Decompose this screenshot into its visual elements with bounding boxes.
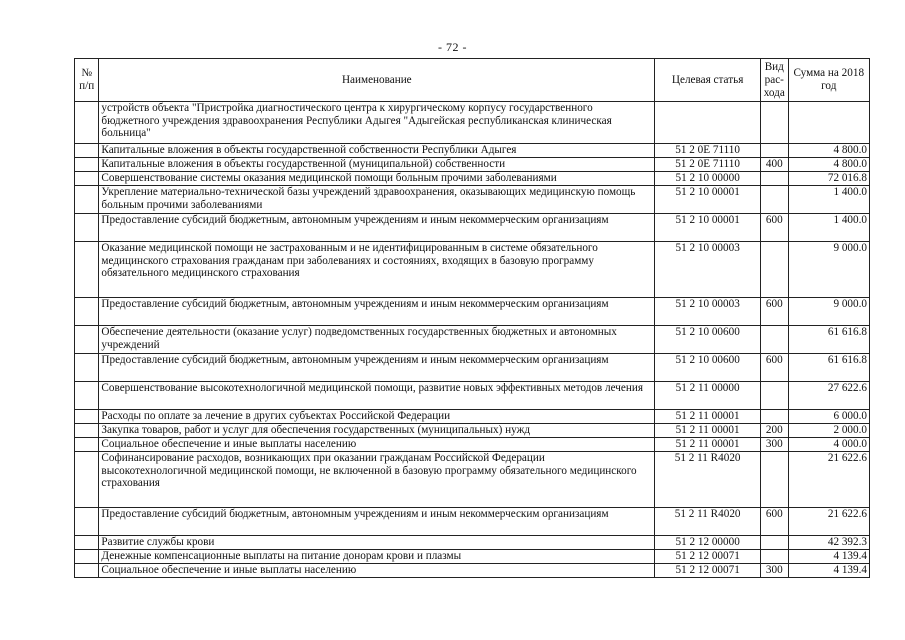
row-number [75, 158, 99, 172]
table-row [75, 242, 870, 298]
row-code: 51 2 10 00003 [655, 298, 761, 326]
table-row [75, 102, 870, 144]
row-sum: 9 000.0 [788, 242, 869, 298]
row-name: Капитальные вложения в объекты государственной (муниципальной) собственности [99, 158, 655, 172]
row-code: 51 2 11 R4020 [655, 452, 761, 508]
row-type: 600 [761, 298, 788, 326]
row-type: 600 [761, 214, 788, 242]
table-header-row [75, 59, 870, 102]
row-name: Социальное обеспечение и иные выплаты населению [99, 438, 655, 452]
row-sum: 61 616.8 [788, 354, 869, 382]
row-type [761, 144, 788, 158]
row-type [761, 186, 788, 214]
row-code: 51 2 10 00600 [655, 326, 761, 354]
row-code: 51 2 12 00000 [655, 536, 761, 550]
row-number [75, 186, 99, 214]
row-sum: 72 016.8 [788, 172, 869, 186]
row-name: Обеспечение деятельности (оказание услуг) подведомственных государственных бюджетных и автономных учреждений [99, 326, 655, 354]
row-sum: 6 000.0 [788, 410, 869, 424]
row-sum: 61 616.8 [788, 326, 869, 354]
row-number [75, 102, 99, 144]
row-sum: 1 400.0 [788, 214, 869, 242]
row-code: 51 2 0Е 71110 [655, 144, 761, 158]
row-code: 51 2 10 00000 [655, 172, 761, 186]
row-sum: 4 800.0 [788, 144, 869, 158]
header-name: Наименование [99, 59, 655, 102]
row-name: Софинансирование расходов, возникающих при оказании гражданам Российской Федерации высокотехнологичной медицинской помощи, не включенной в базовую программу обязательного медицинского страхования [99, 452, 655, 508]
row-name: Предоставление субсидий бюджетным, автономным учреждениям и иным некоммерческим организациям [99, 508, 655, 536]
row-number [75, 242, 99, 298]
table-row [75, 508, 870, 536]
table-row [75, 354, 870, 382]
row-type [761, 550, 788, 564]
header-target-article: Целевая статья [655, 59, 761, 102]
table-row [75, 438, 870, 452]
row-code: 51 2 10 00003 [655, 242, 761, 298]
row-code: 51 2 12 00071 [655, 550, 761, 564]
table-row [75, 144, 870, 158]
row-sum: 2 000.0 [788, 424, 869, 438]
row-name: Предоставление субсидий бюджетным, автономным учреждениям и иным некоммерческим организациям [99, 214, 655, 242]
table-row [75, 452, 870, 508]
row-type [761, 242, 788, 298]
row-name: Совершенствование высокотехнологичной медицинской помощи, развитие новых эффективных методов лечения [99, 382, 655, 410]
table-row [75, 550, 870, 564]
row-sum [788, 102, 869, 144]
header-sum-2018: Сумма на 2018 год [788, 59, 869, 102]
table-row [75, 564, 870, 578]
table-row [75, 382, 870, 410]
row-number [75, 452, 99, 508]
row-code: 51 2 11 00001 [655, 410, 761, 424]
row-name: Капитальные вложения в объекты государственной собственности Республики Адыгея [99, 144, 655, 158]
row-number [75, 410, 99, 424]
row-sum: 4 139.4 [788, 564, 869, 578]
row-name: Денежные компенсационные выплаты на питание донорам крови и плазмы [99, 550, 655, 564]
row-name: Оказание медицинской помощи не застрахованным и не идентифицированным в системе обязательного медицинского страхования гражданам при заболеваниях и состояниях, входящих в базовую программу обязательного медицинского страхования [99, 242, 655, 298]
row-number [75, 536, 99, 550]
row-sum: 42 392.3 [788, 536, 869, 550]
row-type [761, 452, 788, 508]
row-code: 51 2 12 00071 [655, 564, 761, 578]
row-name: устройств объекта "Пристройка диагностического центра к хирургическому корпусу государственного бюджетного учреждения здравоохранения Республики Адыгея "Адыгейская республиканская клиническая больница" [99, 102, 655, 144]
row-code: 51 2 10 00001 [655, 214, 761, 242]
row-name: Социальное обеспечение и иные выплаты населению [99, 564, 655, 578]
row-type [761, 410, 788, 424]
row-sum: 21 622.6 [788, 508, 869, 536]
row-number [75, 144, 99, 158]
row-code: 51 2 11 R4020 [655, 508, 761, 536]
table-row [75, 536, 870, 550]
row-type: 400 [761, 158, 788, 172]
table-row [75, 424, 870, 438]
table-row [75, 298, 870, 326]
table-row [75, 172, 870, 186]
header-expense-type: Вид рас-хода [761, 59, 788, 102]
page-number: - 72 - [438, 40, 467, 54]
row-type [761, 326, 788, 354]
row-type [761, 172, 788, 186]
row-number [75, 172, 99, 186]
table-row [75, 326, 870, 354]
row-number [75, 214, 99, 242]
row-type [761, 382, 788, 410]
row-code [655, 102, 761, 144]
row-number [75, 438, 99, 452]
table-row [75, 186, 870, 214]
row-number [75, 508, 99, 536]
row-code: 51 2 11 00001 [655, 438, 761, 452]
row-type: 300 [761, 438, 788, 452]
row-number [75, 326, 99, 354]
row-number [75, 382, 99, 410]
row-code: 51 2 10 00600 [655, 354, 761, 382]
row-sum: 4 000.0 [788, 438, 869, 452]
row-number [75, 424, 99, 438]
row-name: Расходы по оплате за лечение в других субъектах Российской Федерации [99, 410, 655, 424]
table-row [75, 410, 870, 424]
row-code: 51 2 11 00000 [655, 382, 761, 410]
row-number [75, 354, 99, 382]
row-name: Закупка товаров, работ и услуг для обеспечения государственных (муниципальных) нужд [99, 424, 655, 438]
table-row [75, 158, 870, 172]
row-name: Предоставление субсидий бюджетным, автономным учреждениям и иным некоммерческим организациям [99, 354, 655, 382]
row-code: 51 2 0Е 71110 [655, 158, 761, 172]
row-name: Развитие службы крови [99, 536, 655, 550]
row-code: 51 2 11 00001 [655, 424, 761, 438]
row-number [75, 298, 99, 326]
row-number [75, 564, 99, 578]
row-name: Совершенствование системы оказания медицинской помощи больным прочими заболеваниями [99, 172, 655, 186]
row-sum: 4 139.4 [788, 550, 869, 564]
budget-table [74, 58, 870, 578]
row-sum: 4 800.0 [788, 158, 869, 172]
row-sum: 21 622.6 [788, 452, 869, 508]
row-sum: 27 622.6 [788, 382, 869, 410]
row-type [761, 102, 788, 144]
table-row [75, 214, 870, 242]
row-type [761, 536, 788, 550]
row-name: Укрепление материально-технической базы учреждений здравоохранения, оказывающих медицинскую помощь больным прочими заболеваниями [99, 186, 655, 214]
row-type: 600 [761, 354, 788, 382]
row-type: 200 [761, 424, 788, 438]
row-sum: 1 400.0 [788, 186, 869, 214]
row-code: 51 2 10 00001 [655, 186, 761, 214]
row-sum: 9 000.0 [788, 298, 869, 326]
row-type: 600 [761, 508, 788, 536]
row-number [75, 550, 99, 564]
row-name: Предоставление субсидий бюджетным, автономным учреждениям и иным некоммерческим организациям [99, 298, 655, 326]
header-number: № п/п [75, 59, 99, 102]
row-type: 300 [761, 564, 788, 578]
